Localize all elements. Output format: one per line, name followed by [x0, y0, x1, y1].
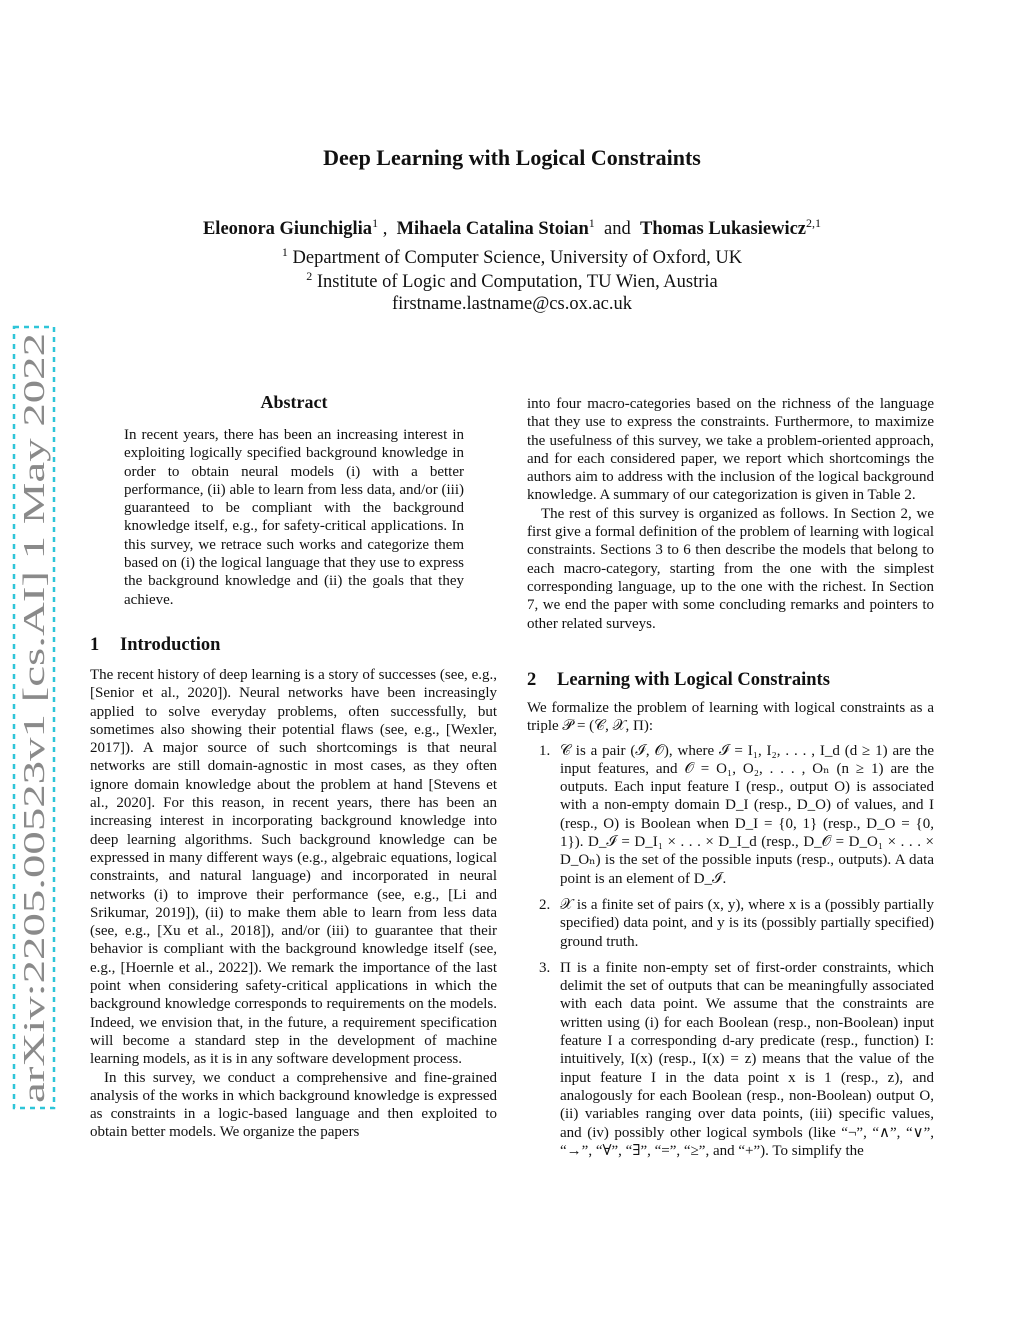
definition-item-number: 2.	[539, 896, 551, 913]
author-email: firstname.lastname@cs.ox.ac.uk	[392, 294, 632, 314]
definition-item-text: 𝒳 is a finite set of pairs (x, y), where x is a (possibly partially specified) data point, and y is its (possibly partially specified) ground truth.	[560, 896, 934, 950]
abstract-text: In recent years, there has been an increasing interest in exploiting logically specified background knowledge in order to obtain neural models (i) with a better performance, (ii) able to learn from less data, and/or (iii) guaranteed to be compliant with the background knowledge itself, e.g., for safety-critical applications. In this survey, we retrace such works and categorize them based on (i) the logical language that they use to express the background knowledge and (ii) the goals that they achieve.	[124, 427, 464, 608]
affiliation-1	[0, 245, 1024, 269]
abstract-body	[124, 426, 464, 609]
section-2-body	[527, 699, 934, 1168]
definition-list	[527, 742, 934, 1161]
intro-paragraph-2: In this survey, we conduct a comprehensive and fine-grained analysis of the works in which background knowledge is expressed as constraints in a logic-based language and then exploited to obtain better models. We organize the papers	[90, 1069, 497, 1141]
section-2-title: Learning with Logical Constraints	[557, 670, 830, 690]
affiliation-1-text: Department of Computer Science, University of Oxford, UK	[292, 248, 743, 269]
affiliation-2-text: Institute of Logic and Computation, TU Wien, Austria	[316, 272, 718, 293]
definition-item-number: 3.	[539, 959, 551, 976]
paper-title: Deep Learning with Logical Constraints	[323, 145, 701, 170]
definition-item-text: 𝒞 is a pair (ℐ, 𝒪), where ℐ = I₁, I₂, . . . , I_d (d ≥ 1) are the input features, and 𝒪 = O₁, O₂, . . . , Oₙ (n ≥ 1) are the outputs. Each input feature I (resp., output O) is associated with a non-empty domain D_I (resp., D_O) of values, and I (resp., O) is Boolean when D_I = {0, 1} (resp., D_O = {0, 1}). D_ℐ = D_I₁ × . . . × D_I_d (resp., D_𝒪 = D_O₁ × . . . × D_Oₙ) is the set of the possible inputs (resp., outputs). A data point is an element of D_ℐ.	[560, 742, 934, 887]
affiliation-1-mark: 1	[281, 245, 288, 259]
author-1: Eleonora Giunchiglia	[202, 219, 373, 240]
section-1-heading	[90, 635, 220, 656]
definition-item-text: Π is a finite non-empty set of first-order constraints, which delimit the set of outputs that can be meaningfully associated with each data point. We assume that the constraints are written using (i) for each Boolean (resp., non-Boolean) input feature I a corresponding d-ary predicate (resp., function) I: intuitively, I(x) (resp., I(x) = z) means that the value of the input feature I in the data point x is 1 (resp., z), and analogously for each Boolean (resp., non-Boolean) output O, (ii) variables ranging over data points, (iii) specific values, and (iv) possibly other logical symbols (like “¬”, “∧”, “∨”, “→”, “∀”, “∃”, “=”, “≥”, and “+”). To simplify the	[560, 959, 934, 1159]
arxiv-stamp-text: arXiv:2205.00523v1 [cs.AI] 1 May 2022	[16, 593, 51, 1103]
arxiv-stamp	[12, 325, 56, 1110]
introduction-body	[90, 666, 497, 1142]
definition-item	[527, 742, 934, 888]
affiliation-2	[0, 269, 1024, 293]
definition-item	[527, 959, 934, 1160]
section-2-number: 2	[527, 670, 537, 690]
definition-item-number: 1.	[539, 742, 551, 759]
section-1-number: 1	[90, 635, 100, 655]
author-2: Mihaela Catalina Stoian	[396, 219, 589, 240]
author-list: Eleonora Giunchiglia$^1$ , Mihaela Catalina Stoian$^1$ and Thomas Lukasiewicz$^{2,1}$	[202, 216, 822, 240]
section-2-heading	[527, 670, 830, 691]
intro-paragraph-1: The recent history of deep learning is a story of successes (see, e.g., [Senior et al., 2020]). Neural networks have been increasingly applied to solve everyday problems, often successfully, but sometimes also showing their potential flaws (see, e.g., [Wexler, 2017]). A major source of such shortcomings is that neural networks are still domain-agnostic in most cases, as they often ignore domain knowledge about the problem at hand [Stevens et al., 2020]. For this reason, in recent years, there has been an increasing interest in incorporating background knowledge into deep learning algorithms. Such background knowledge can be expressed in many different ways (e.g., algebraic equations, logical constraints, and natural language) and incorporated in neural networks (i) to improve their performance (see, e.g., [Li and Srikumar, 2019]), (ii) to make them able to learn from less data (see, e.g., [Xu et al., 2018]), and/or (iii) to guarantee that their behavior is compliant with the background knowledge itself (see, e.g., [Hoernle et al., 2022]). We remark the importance of the last point when considering safety-critical applications in which the background knowledge corresponds to requirements on the models. Indeed, we envision that, in the future, a requirement specification will become a standard step in the development of machine learning models, as it is in any software development process.	[90, 667, 497, 1068]
affiliation-2-mark: 2	[306, 269, 313, 283]
author-3-affil: 2,1	[806, 216, 822, 230]
author-2-affil: 1	[588, 216, 595, 230]
abstract-heading: Abstract	[260, 392, 328, 412]
right-paragraph-2: The rest of this survey is organized as follows. In Section 2, we first give a formal definition of the problem of learning with logical constraints. Sections 3 to 6 then describe the models that belong to each macro-category, starting from the one with the simplest corresponding language, up to the one with the richest. In Section 7, we end the paper with some concluding remarks and pointers to other related surveys.	[527, 505, 934, 632]
right-paragraph-1: into four macro-categories based on the richness of the language that they use to express the constraints. Furthermore, to maximize the usefulness of this survey, we take a problem-oriented approach, and for each considered paper, we report which shortcomings the authors aim to address with the inclusion of the logical background knowledge. A summary of our categorization is given in Table 2.	[527, 396, 934, 504]
section-1-title: Introduction	[120, 635, 221, 655]
author-conjunction: and	[604, 219, 631, 240]
right-column-continuation	[527, 395, 934, 633]
author-3: Thomas Lukasiewicz	[640, 219, 807, 240]
definition-item	[527, 896, 934, 951]
author-1-affil: 1	[372, 216, 379, 230]
section-2-intro: We formalize the problem of learning with logical constraints as a triple 𝒫 = (𝒞, 𝒳, Π):	[527, 700, 934, 735]
